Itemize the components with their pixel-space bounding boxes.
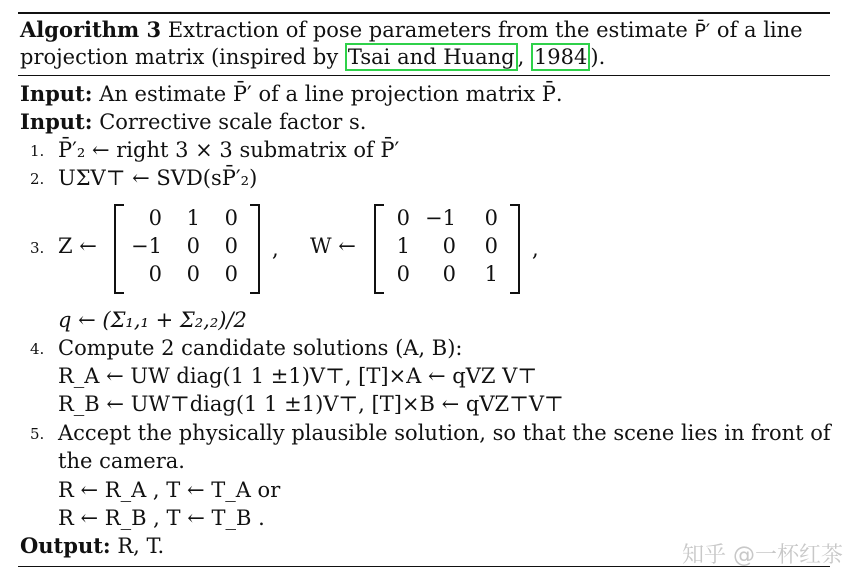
algorithm-title-line2 [20, 44, 605, 71]
z-cell-2-1: 0 [186, 262, 200, 286]
z-matrix [114, 204, 260, 290]
step-2-number: 2. [30, 170, 45, 188]
z-cell-0-2: 0 [224, 206, 238, 230]
w-cell-2-1: 0 [442, 262, 456, 286]
algorithm-title-line2-a: projection matrix (inspired by [20, 45, 345, 69]
input-label-2: Input: [20, 109, 93, 134]
step-4-solution-b: R_B ← UW⊤diag(1 1 ±1)V⊤, [T]×B ← qVZ⊤V⊤ [58, 392, 564, 416]
input-text-2: Corrective scale factor s. [99, 110, 367, 134]
w-cell-2-0: 0 [396, 262, 410, 286]
output-label: Output: [20, 533, 111, 558]
step-5-choice-a: R ← R_A , T ← T_A or [58, 478, 281, 502]
step-5-text-line1: Accept the physically plausible solution, so that the scene lies in front of [58, 421, 831, 445]
input-label-1: Input: [20, 81, 93, 106]
z-label: Z ← [58, 234, 97, 258]
output-line [20, 533, 164, 559]
step-2-text: UΣV⊤ ← SVD(sP̄′₂) [58, 166, 258, 190]
step-4-text: Compute 2 candidate solutions (A, B): [58, 336, 463, 360]
z-cell-2-2: 0 [224, 262, 238, 286]
z-cell-0-1: 1 [186, 206, 200, 230]
title-rule [18, 75, 830, 76]
w-cell-0-2: 0 [484, 206, 498, 230]
step-5-choice-b: R ← R_B , T ← T_B . [58, 506, 265, 530]
z-matrix-right-bracket [250, 204, 260, 294]
step-3-number: 3. [30, 239, 45, 257]
z-cell-1-0: −1 [131, 234, 162, 258]
algorithm-label: Algorithm 3 [20, 17, 162, 42]
w-cell-0-0: 0 [396, 206, 410, 230]
w-matrix [374, 204, 520, 290]
watermark-text: 知乎 @一杯红茶 [682, 543, 843, 568]
step-5-number: 5. [30, 425, 45, 443]
output-text: R, T. [117, 534, 165, 558]
w-matrix-right-bracket [510, 204, 520, 294]
algorithm-title-line1 [20, 16, 803, 45]
algorithm-title-symbol: P̄′ [694, 20, 711, 42]
algorithm-title-b: of a line [710, 18, 803, 42]
z-matrix-left-bracket [114, 204, 124, 294]
step-4-number: 4. [30, 340, 45, 358]
w-cell-2-2: 1 [484, 262, 498, 286]
step-4-solution-a: R_A ← UW diag(1 1 ±1)V⊤, [T]×A ← qVZ V⊤ [58, 364, 538, 388]
citation-authors-link[interactable]: Tsai and Huang [345, 43, 518, 71]
input-line-2 [20, 109, 366, 135]
z-cell-1-2: 0 [224, 234, 238, 258]
q-equation: q ← (Σ₁,₁ + Σ₂,₂)/2 [58, 308, 247, 332]
w-cell-1-0: 1 [396, 234, 410, 258]
w-cell-0-1: −1 [425, 206, 456, 230]
step-1-number: 1. [30, 142, 45, 160]
algorithm-title-a: Extraction of pose parameters from the estimate [167, 18, 695, 42]
input-text-1: An estimate P̄′ of a line projection matrix P̄. [99, 82, 563, 106]
step-1-text: P̄′₂ ← right 3 × 3 submatrix of P̄′ [58, 138, 400, 162]
z-cell-2-0: 0 [148, 262, 162, 286]
z-cell-0-0: 0 [148, 206, 162, 230]
citation-year-link[interactable]: 1984 [531, 43, 590, 71]
top-rule [18, 12, 830, 14]
z-comma: , [272, 237, 279, 261]
z-cell-1-1: 0 [186, 234, 200, 258]
w-cell-1-1: 0 [442, 234, 456, 258]
w-label: W ← [310, 234, 356, 258]
input-line-1 [20, 81, 563, 107]
w-cell-1-2: 0 [484, 234, 498, 258]
w-comma: , [532, 237, 539, 261]
step-5-text-line2: the camera. [58, 449, 185, 473]
citation-separator: , [517, 45, 531, 69]
algorithm-title-line2-b: ). [590, 45, 606, 69]
